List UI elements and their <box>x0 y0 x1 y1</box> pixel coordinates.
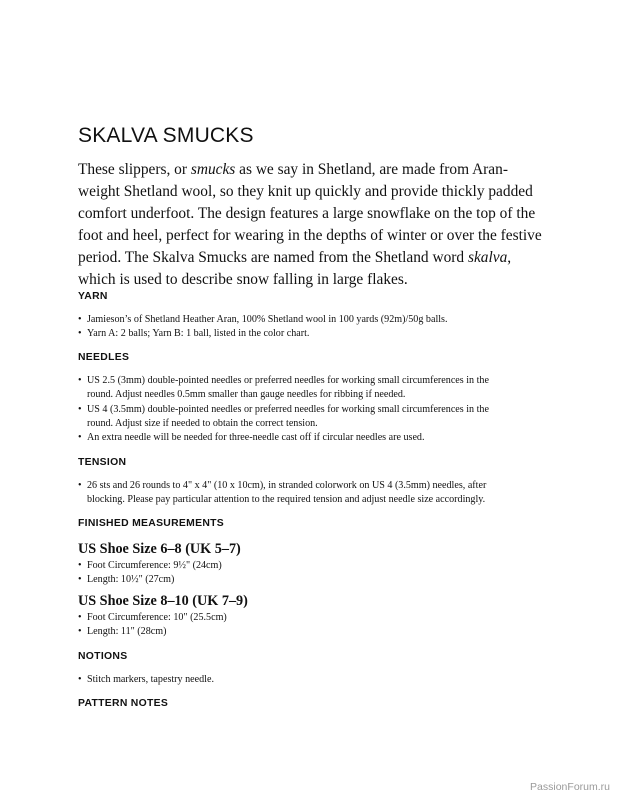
size1-list <box>78 559 548 588</box>
bullet: • <box>78 612 82 623</box>
intro-line: which is used to describe snow falling in large flakes. <box>78 271 408 288</box>
list-item <box>78 559 548 573</box>
size-heading-1: US Shoe Size 6–8 (UK 5–7) <box>78 541 241 557</box>
tension-list <box>78 479 548 508</box>
bullet: • <box>78 375 82 386</box>
bullet: • <box>78 574 82 586</box>
bullet: • <box>78 328 82 340</box>
size-heading-2: US Shoe Size 8–10 (UK 7–9) <box>78 593 248 609</box>
needles-list <box>78 374 548 445</box>
list-item-text: blocking. Please pay particular attention to the required tension and adjust needle size accordingly. <box>87 494 486 506</box>
intro-line <box>78 247 548 269</box>
section-heading-notions: NOTIONS <box>78 651 128 662</box>
list-item-text: US 4 (3.5mm) double-pointed needles or preferred needles for working small circumferences in the <box>87 403 489 415</box>
list-item <box>78 573 548 587</box>
bullet: • <box>78 403 82 415</box>
yarn-list <box>78 313 548 342</box>
intro-line: comfort underfoot. The design features a large snowflake on the top of the <box>78 205 536 222</box>
bullet: • <box>78 314 82 325</box>
list-item-text: round. Adjust needles 0.5mm smaller than gauge needles for ribbing if needed. <box>87 389 406 401</box>
list-item-text: Length: 11" (28cm) <box>87 626 167 638</box>
watermark-text: PassionForum.ru <box>530 781 610 793</box>
list-item <box>78 374 548 403</box>
bullet: • <box>78 432 82 444</box>
list-item-text: Yarn A: 2 balls; Yarn B: 1 ball, listed in the color chart. <box>87 328 310 340</box>
list-item-text: Foot Circumference: 10" (25.5cm) <box>87 612 227 623</box>
section-heading-needles: NEEDLES <box>78 352 130 363</box>
intro-text: period. The Skalva Smucks are named from the Shetland word <box>78 249 468 266</box>
list-item <box>78 403 548 432</box>
notions-list <box>78 673 548 687</box>
intro-text: These slippers, or <box>78 161 191 178</box>
list-item-text: 26 sts and 26 rounds to 4" x 4" (10 x 10cm), in stranded colorwork on US 4 (3.5mm) needles, after <box>87 480 487 491</box>
section-heading-finished-measurements: FINISHED MEASUREMENTS <box>78 518 225 529</box>
section-heading-yarn: YARN <box>78 291 108 302</box>
bullet: • <box>78 560 82 571</box>
intro-line: weight Shetland wool, so they knit up quickly and provide thickly padded <box>78 183 533 200</box>
list-item <box>78 431 548 445</box>
intro-line <box>78 159 548 181</box>
list-item <box>78 313 548 327</box>
intro-italic-word: skalva <box>467 249 508 266</box>
list-item-text: Foot Circumference: 9½" (24cm) <box>87 560 222 571</box>
intro-text: , <box>507 249 512 266</box>
list-item-text: Stitch markers, tapestry needle. <box>87 674 214 685</box>
bullet: • <box>78 626 82 638</box>
list-item <box>78 479 548 508</box>
list-item-text: US 2.5 (3mm) double-pointed needles or preferred needles for working small circumferences in the <box>87 375 489 386</box>
page-title: SKALVA SMUCKS <box>78 124 254 147</box>
list-item <box>78 625 548 639</box>
intro-italic-word: smucks <box>190 161 236 178</box>
intro-paragraph <box>78 159 548 291</box>
intro-text: as we say in Shetland, are made from Aran- <box>235 161 508 178</box>
list-item-text: An extra needle will be needed for three-needle cast off if circular needles are used. <box>87 432 425 444</box>
intro-line: foot and heel, perfect for wearing in the depths of winter or over the festive <box>78 227 542 244</box>
list-item <box>78 611 548 625</box>
bullet: • <box>78 480 82 491</box>
list-item-text: round. Adjust size if needed to obtain the correct tension. <box>87 417 318 429</box>
list-item-text: Jamieson’s of Shetland Heather Aran, 100% Shetland wool in 100 yards (92m)/50g balls. <box>87 314 448 325</box>
size2-list <box>78 611 548 640</box>
list-item <box>78 327 548 341</box>
list-item <box>78 673 548 687</box>
bullet: • <box>78 674 82 685</box>
section-heading-pattern-notes: PATTERN NOTES <box>78 698 169 709</box>
section-heading-tension: TENSION <box>78 457 127 468</box>
list-item-text: Length: 10½" (27cm) <box>87 574 175 586</box>
